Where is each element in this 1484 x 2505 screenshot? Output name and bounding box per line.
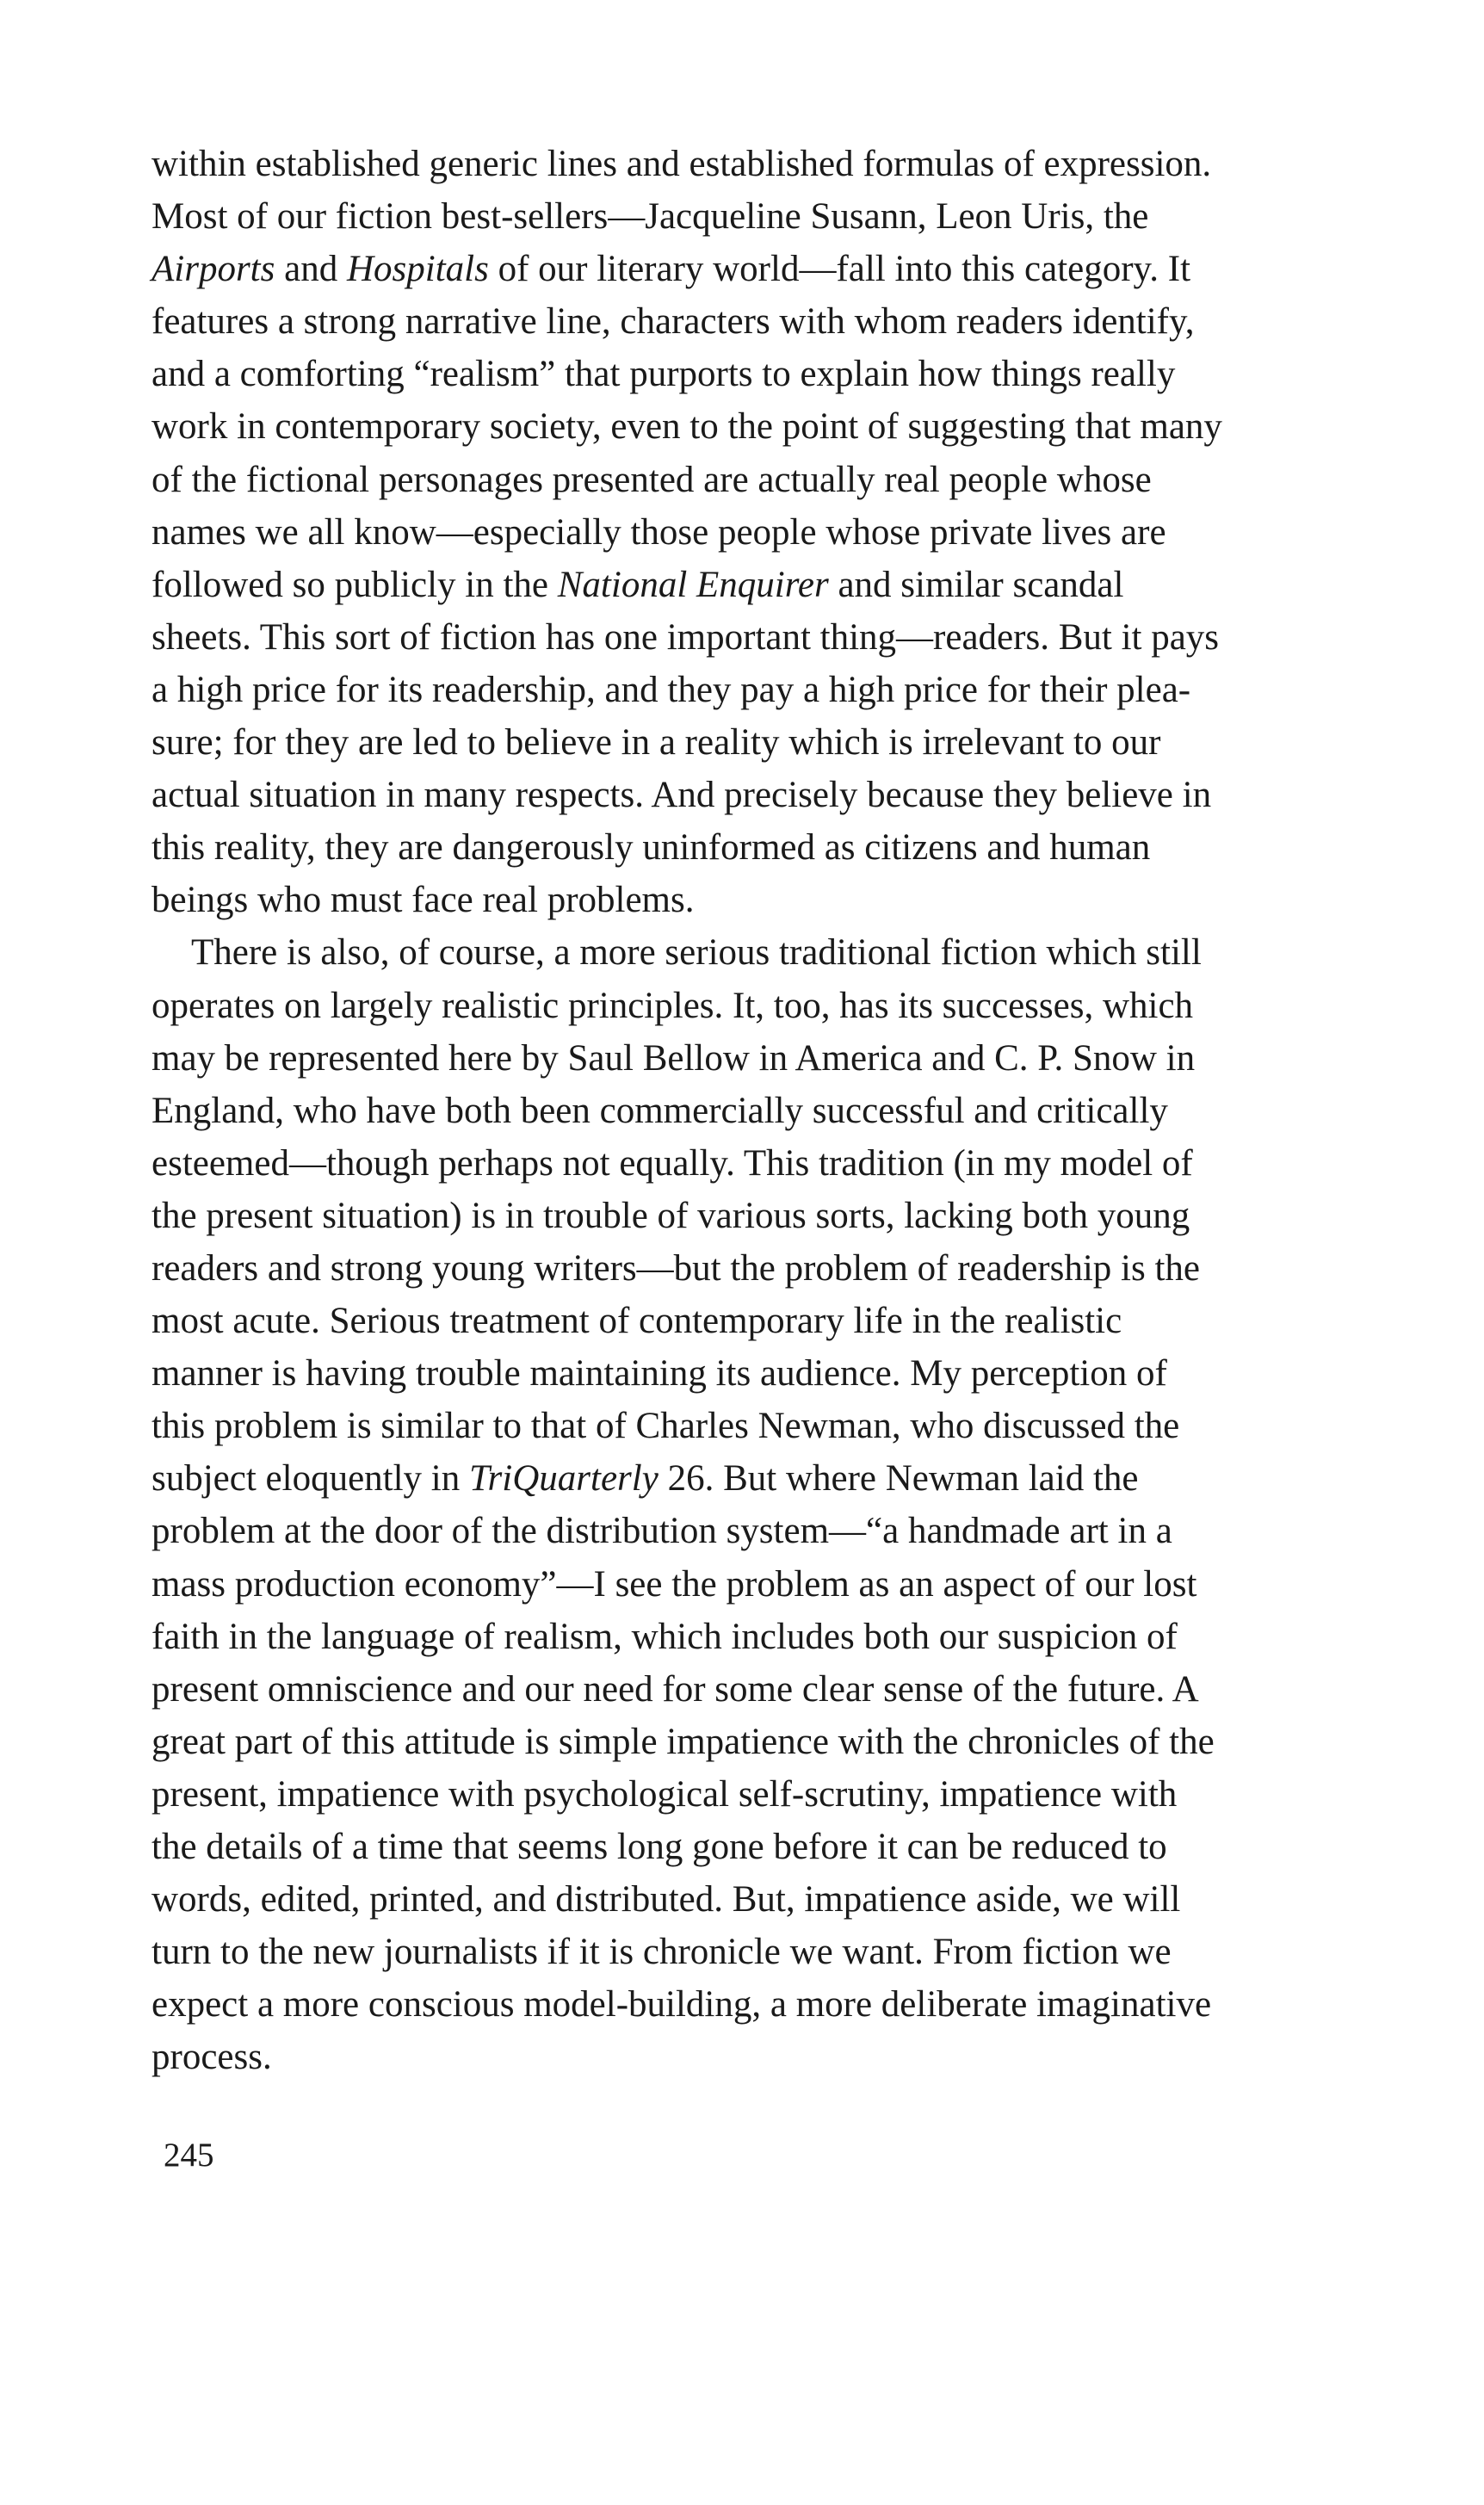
text-line: words, edited, printed, and distributed. But, impatience aside, we will bbox=[151, 1879, 1181, 1920]
italic-title-hospitals: Hospitals bbox=[346, 249, 489, 290]
text-line: expect a more conscious model-building, a more deliberate imaginative bbox=[151, 1984, 1212, 2026]
text-line: subject eloquently in TriQuarterly 26. But where Newman laid the bbox=[151, 1458, 1139, 1500]
text-line: faith in the language of realism, which includes both our suspicion of bbox=[151, 1616, 1178, 1657]
text-line: and a comforting “realism” that purports to explain how things really bbox=[151, 354, 1176, 395]
text-line: a high price for its readership, and they pay a high price for their plea- bbox=[151, 669, 1191, 710]
text-line: problem at the door of the distribution system—“a handmade art in a bbox=[151, 1511, 1172, 1552]
text-line: followed so publicly in the National Enquirer and similar scandal bbox=[151, 564, 1124, 605]
text-line: manner is having trouble maintaining its audience. My perception of bbox=[151, 1353, 1167, 1395]
text-line: of the fictional personages presented are actually real people whose bbox=[151, 459, 1152, 500]
text-line: sure; for they are led to believe in a reality which is irrelevant to our bbox=[151, 722, 1161, 764]
text-line: may be represented here by Saul Bellow in America and C. P. Snow in bbox=[151, 1037, 1196, 1079]
text-line: turn to the new journalists if it is chronicle we want. From fiction we bbox=[151, 1932, 1172, 1973]
text-line: sheets. This sort of fiction has one important thing—readers. But it pays bbox=[151, 616, 1220, 658]
text-line: readers and strong young writers—but the problem of readership is the bbox=[151, 1247, 1201, 1289]
text-line: mass production economy”—I see the problem as an aspect of our lost bbox=[151, 1563, 1197, 1605]
text-line: the present situation) is in trouble of various sorts, lacking both young bbox=[151, 1195, 1190, 1236]
paragraph-1 bbox=[151, 138, 1357, 926]
text-line: this reality, they are dangerously uninformed as citizens and human bbox=[151, 827, 1151, 869]
text-line: operates on largely realistic principles. It, too, has its successes, which bbox=[151, 985, 1194, 1026]
text-line: present, impatience with psychological self-scrutiny, impatience with bbox=[151, 1773, 1178, 1815]
text-line: Most of our fiction best-sellers—Jacqueline Susann, Leon Uris, the bbox=[151, 196, 1149, 238]
text-line: features a strong narrative line, characters with whom readers identify, bbox=[151, 301, 1195, 343]
italic-title-triquarterly: TriQuarterly bbox=[469, 1458, 659, 1500]
text-line: Airports and Hospitals of our literary world—fall into this category. It bbox=[151, 249, 1191, 290]
body-text bbox=[151, 138, 1357, 2083]
italic-title-national-enquirer: National Enquirer bbox=[557, 564, 829, 605]
text-line: most acute. Serious treatment of contemporary life in the realistic bbox=[151, 1301, 1122, 1342]
text-line: There is also, of course, a more serious traditional fiction which still bbox=[191, 932, 1202, 974]
text-line: actual situation in many respects. And precisely because they believe in bbox=[151, 775, 1212, 816]
text-line: beings who must face real problems. bbox=[151, 880, 695, 921]
text-line: England, who have both been commercially successful and critically bbox=[151, 1090, 1168, 1131]
page-number: 245 bbox=[164, 2137, 214, 2174]
text-line: process. bbox=[151, 2037, 272, 2078]
text-line: great part of this attitude is simple impatience with the chronicles of the bbox=[151, 1721, 1215, 1762]
text-line: present omniscience and our need for some clear sense of the future. A bbox=[151, 1668, 1199, 1710]
text-line: work in contemporary society, even to the point of suggesting that many bbox=[151, 406, 1222, 448]
text-line: within established generic lines and established formulas of expression. bbox=[151, 144, 1212, 184]
text-line: the details of a time that seems long gone before it can be reduced to bbox=[151, 1827, 1167, 1867]
italic-title-airports: Airports bbox=[151, 249, 275, 290]
text-line: names we all know—especially those people whose private lives are bbox=[151, 511, 1166, 553]
text-line: esteemed—though perhaps not equally. This tradition (in my model of bbox=[151, 1142, 1193, 1184]
text-line: this problem is similar to that of Charles Newman, who discussed the bbox=[151, 1406, 1180, 1447]
paragraph-2 bbox=[151, 926, 1357, 2083]
